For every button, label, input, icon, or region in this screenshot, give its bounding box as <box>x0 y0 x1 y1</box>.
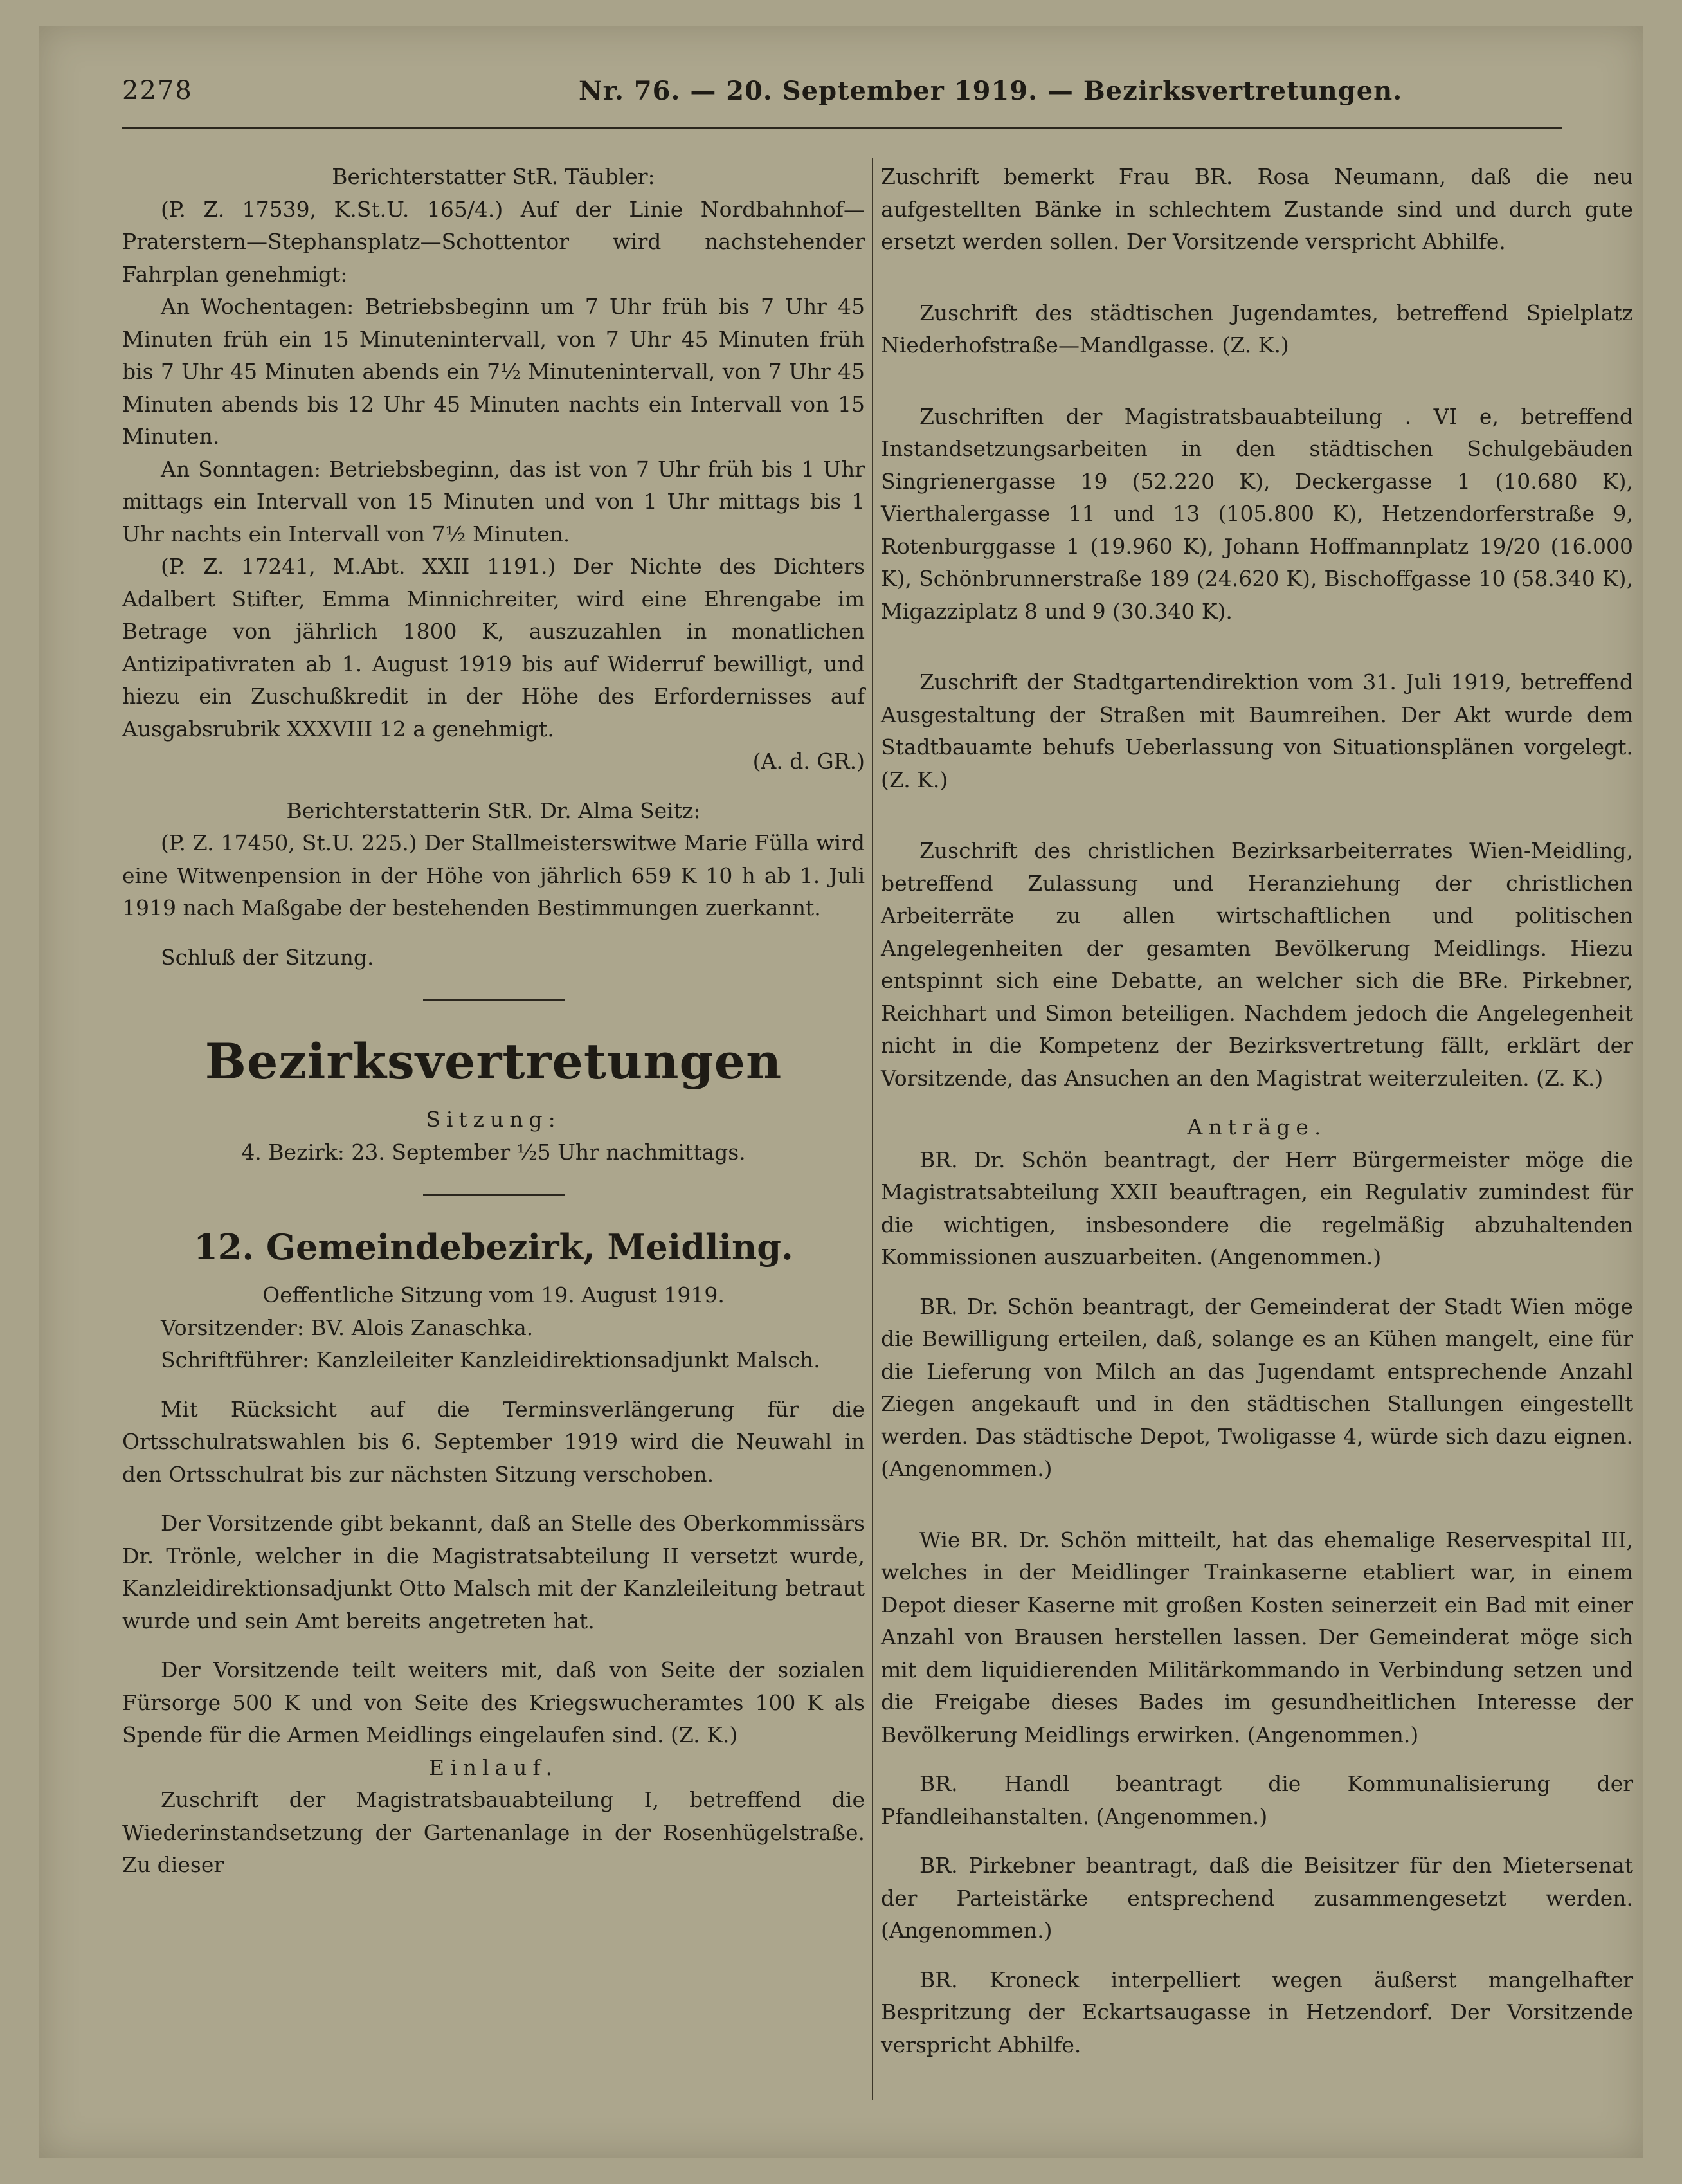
running-title: Nr. 76. — 20. September 1919. — Bezirksvertretungen. <box>579 76 1403 106</box>
paragraph: (P. Z. 17241, M.Abt. XXII 1191.) Der Nichte des Dichters Adalbert Stifter, Emma Minnichreiter, wird eine Ehrengabe im Betrage von jährlich 1800 K, auszuzahlen in monatlichen Antizipativraten ab 1. August 1919 bis auf Widerruf bewilligt, und hiezu ein Zuschußkredit in der Höhe des Erfordernisses auf Ausgabsrubrik XXXVIII 12 a genehmigt. <box>122 554 865 742</box>
secretary-line: Schriftführer: Kanzleileiter Kanzleidirektionsadjunkt Malsch. <box>161 1347 820 1372</box>
right-column <box>881 161 1633 2061</box>
reporter-heading: Berichterstatterin StR. Dr. Alma Seitz: <box>286 797 701 823</box>
paragraph: An Wochentagen: Betriebsbeginn um 7 Uhr früh bis 7 Uhr 45 Minuten früh ein 15 Minutenintervall, von 7 Uhr 45 Minuten früh bis 7 Uhr 45 Minuten abends ein 7½ Minutenintervall, von 7 Uhr 45 Minuten abends bis 12 Uhr 45 Minuten nachts ein Intervall von 15 Minuten. <box>122 294 865 449</box>
paragraph: An Sonntagen: Betriebsbeginn, das ist von 7 Uhr früh bis 1 Uhr mittags ein Intervall von 15 Minuten und von 1 Uhr mittags bis 1 Uhr nachts ein Intervall von 7½ Minuten. <box>122 456 865 547</box>
paragraph: (P. Z. 17539, K.St.U. 165/4.) Auf der Linie Nordbahnhof—Praterstern—Stephansplatz—Schottentor wird nachstehender Fahrplan genehmigt: <box>122 196 865 287</box>
sitzung-text: 4. Bezirk: 23. September ½5 Uhr nachmittags. <box>241 1139 746 1165</box>
paragraph: BR. Dr. Schön beantragt, der Herr Bürgermeister möge die Magistratsabteilung XXII beauftragen, ein Regulativ zumindest für die wichtigen, insbesondere die regelmäßig abzuhaltenden Kommissionen auszuarbeiten. (Angenommen.) <box>881 1147 1633 1269</box>
column-divider <box>872 158 873 2100</box>
paragraph: BR. Kroneck interpelliert wegen äußerst mangelhafter Bespritzung der Eckartsaugasse in Hetzendorf. Der Vorsitzende verspricht Abhilfe. <box>881 1967 1633 2057</box>
einlauf-heading: Einlauf. <box>429 1754 558 1780</box>
paragraph: Zuschrift der Magistratsbauabteilung I, betreffend die Wiederinstandsetzung der Gartenanlage in der Rosenhügelstraße. Zu dieser <box>122 1787 865 1877</box>
paragraph: Zuschriften der Magistratsbauabteilung . VI e, betreffend Instandsetzungsarbeiten in den städtischen Schulgebäuden Singrienergasse 19 (52.220 K), Deckergasse 1 (10.680 K), Vierthalergasse 11 und 13 (105.800 K), Hetzendorferstraße 9, Rotenburggasse 1 (19.960 K), Johann Hoffmannplatz 19/20 (16.000 K), Schönbrunnerstraße 189 (24.620 K), Bischoffgasse 10 (58.340 K), Migazziplatz 8 und 9 (30.340 K). <box>881 403 1633 624</box>
district-title: 12. Gemeindebezirk, Meidling. <box>194 1226 793 1268</box>
paragraph: Der Vorsitzende gibt bekannt, daß an Stelle des Oberkommissärs Dr. Trönle, welcher in die Magistratsabteilung II versetzt wurde, Kanzleidirektionsadjunkt Otto Malsch mit der Kanzleileitung betraut wurde und sein Amt bereits angetreten hat. <box>122 1511 865 1633</box>
paragraph: Der Vorsitzende teilt weiters mit, daß von Seite der sozialen Fürsorge 500 K und von Seite des Kriegswucheramtes 100 K als Spende für die Armen Meidlings eingelaufen sind. (Z. K.) <box>122 1657 865 1747</box>
paragraph: Mit Rücksicht auf die Terminsverlängerung für die Ortsschulratswahlen bis 6. September 1919 wird die Neuwahl in den Ortsschulrat bis zur nächsten Sitzung verschoben. <box>122 1396 865 1487</box>
paragraph: BR. Handl beantragt die Kommunalisierung der Pfandleihanstalten. (Angenommen.) <box>881 1771 1633 1829</box>
reporter-heading: Berichterstatter StR. Täubler: <box>332 164 655 189</box>
paragraph: Zuschrift bemerkt Frau BR. Rosa Neumann, daß die neu aufgestellten Bänke in schlechtem Zustande sind und durch gute ersetzt werden sollen. Der Vorsitzende verspricht Abhilfe. <box>881 164 1633 254</box>
section-rule <box>423 1194 565 1196</box>
left-column <box>122 161 865 1882</box>
antraege-heading: Anträge. <box>1187 1115 1327 1140</box>
paragraph-note: (A. d. GR.) <box>752 749 865 774</box>
page-header <box>122 76 1562 129</box>
section-rule <box>423 999 565 1001</box>
session-line: Oeffentliche Sitzung vom 19. August 1919. <box>262 1282 725 1307</box>
paragraph: Zuschrift des christlichen Bezirksarbeiterrates Wien-Meidling, betreffend Zulassung und Heranziehung der christlichen Arbeiterräte zu allen wirtschaftlichen und politischen Angelegenheiten der gesamten Bevölkerung Meidlings. Hiezu entspinnt sich eine Debatte, an welcher sich die BRe. Pirkebner, Reichhart und Simon beteiligen. Nachdem jedoch die Angelegenheit nicht in die Kompetenz der Bezirksvertretung fällt, erklärt der Vorsitzende, das Ansuchen an den Magistrat weiterzuleiten. (Z. K.) <box>881 838 1633 1091</box>
paragraph: Zuschrift des städtischen Jugendamtes, betreffend Spielplatz Niederhofstraße—Mandlgasse. (Z. K.) <box>881 300 1633 358</box>
page-number: 2278 <box>122 76 193 105</box>
paragraph: BR. Pirkebner beantragt, daß die Beisitzer für den Mietersenat der Parteistärke entsprechend zusammengesetzt werden. (Angenommen.) <box>881 1853 1633 1943</box>
paragraph: Wie BR. Dr. Schön mitteilt, hat das ehemalige Reservespital III, welches in der Meidlinger Trainkaserne etabliert war, in einem Depot dieser Kaserne mit großen Kosten seinerzeit ein Bad mit einer Anzahl von Brausen herstellen lassen. Der Gemeinderat möge sich mit dem liquidierenden Militärkommando in Verbindung setzen und die Freigabe dieses Bades im gesundheitlichen Interesse der Bevölkerung Meidlings erwirken. (Angenommen.) <box>881 1527 1633 1747</box>
sitzung-label: Sitzung: <box>426 1107 561 1132</box>
paragraph: BR. Dr. Schön beantragt, der Gemeinderat der Stadt Wien möge die Bewilligung erteilen, daß, solange es an Kühen mangelt, eine für die Lieferung von Milch an das Jugendamt entsprechende Anzahl Ziegen angekauft und in den städtischen Stallungen eingestellt werden. Das städtische Depot, Twoligasse 4, würde sich dazu eignen. (Angenommen.) <box>881 1293 1633 1481</box>
chair-line: Vorsitzender: BV. Alois Zanaschka. <box>161 1315 534 1340</box>
paragraph: (P. Z. 17450, St.U. 225.) Der Stallmeisterswitwe Marie Fülla wird eine Witwenpension in der Höhe von jährlich 659 K 10 h ab 1. Juli 1919 nach Maßgabe der bestehenden Bestimmungen zuerkannt. <box>122 830 865 920</box>
section-title: Bezirksvertretungen <box>204 1033 782 1090</box>
paragraph: Zuschrift der Stadtgartendirektion vom 31. Juli 1919, betreffend Ausgestaltung der Straßen mit Baumreihen. Der Akt wurde dem Stadtbauamte behufs Ueberlassung von Situationsplänen vorgelegt. (Z. K.) <box>881 669 1633 792</box>
closing-line: Schluß der Sitzung. <box>161 944 374 970</box>
